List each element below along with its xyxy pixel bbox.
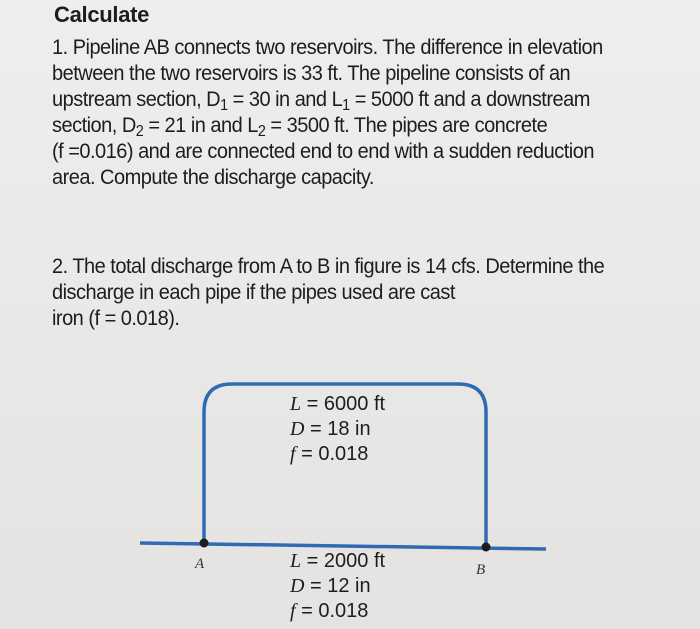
text-run: = 3500 ft. The pipes are concrete <box>265 113 548 137</box>
text-run: = 30 in and L <box>227 87 343 111</box>
point-a-label: A <box>195 556 205 572</box>
lower-pipe-length <box>290 549 385 574</box>
value: = 0.018 <box>295 600 369 622</box>
symbol: f <box>290 443 296 465</box>
text-run: section, D <box>52 113 136 137</box>
problem-1-line: between the two reservoirs is 33 ft. The pipeline consists of an <box>52 61 571 85</box>
junction-a <box>200 539 209 548</box>
symbol: f <box>290 600 296 622</box>
text-run: upstream section, D <box>52 87 221 111</box>
upper-pipe-friction <box>290 442 385 467</box>
problem-1-line: area. Compute the discharge capacity. <box>52 165 374 189</box>
symbol: L <box>290 393 302 415</box>
problem-2-line: iron (f = 0.018). <box>52 306 180 330</box>
problem-2-line: 2. The total discharge from A to B in figure is 14 cfs. Determine the <box>52 254 605 278</box>
symbol: L <box>290 550 302 572</box>
upper-pipe-diameter <box>290 417 385 442</box>
subscript: 1 <box>342 96 350 114</box>
problem-2-line: discharge in each pipe if the pipes used are cast <box>52 280 455 304</box>
lower-pipe-label <box>290 549 385 624</box>
value: = 2000 ft <box>301 550 386 572</box>
junction-b <box>482 543 491 552</box>
value: = 12 in <box>304 575 371 597</box>
text-run: = 5000 ft and a downstream <box>349 87 590 111</box>
point-b-label: B <box>476 562 486 578</box>
lower-pipe-friction <box>290 599 385 624</box>
text-run: = 21 in and L <box>143 113 258 137</box>
value: = 6000 ft <box>301 393 386 415</box>
subscript: 1 <box>220 96 228 114</box>
problem-1-line: 1. Pipeline AB connects two reservoirs. The difference in elevation <box>52 35 603 59</box>
problem-1-line: (f =0.016) and are connected end to end with a sudden reduction <box>52 139 594 163</box>
upper-pipe-label <box>290 392 385 467</box>
value: = 18 in <box>304 418 371 440</box>
upper-pipe-length <box>290 392 385 417</box>
lower-pipe-diameter <box>290 574 385 599</box>
symbol: D <box>290 575 305 597</box>
value: = 0.018 <box>295 443 369 465</box>
heading: Calculate <box>54 2 150 27</box>
subscript: 2 <box>257 122 266 140</box>
symbol: D <box>290 418 305 440</box>
subscript: 2 <box>135 122 144 140</box>
